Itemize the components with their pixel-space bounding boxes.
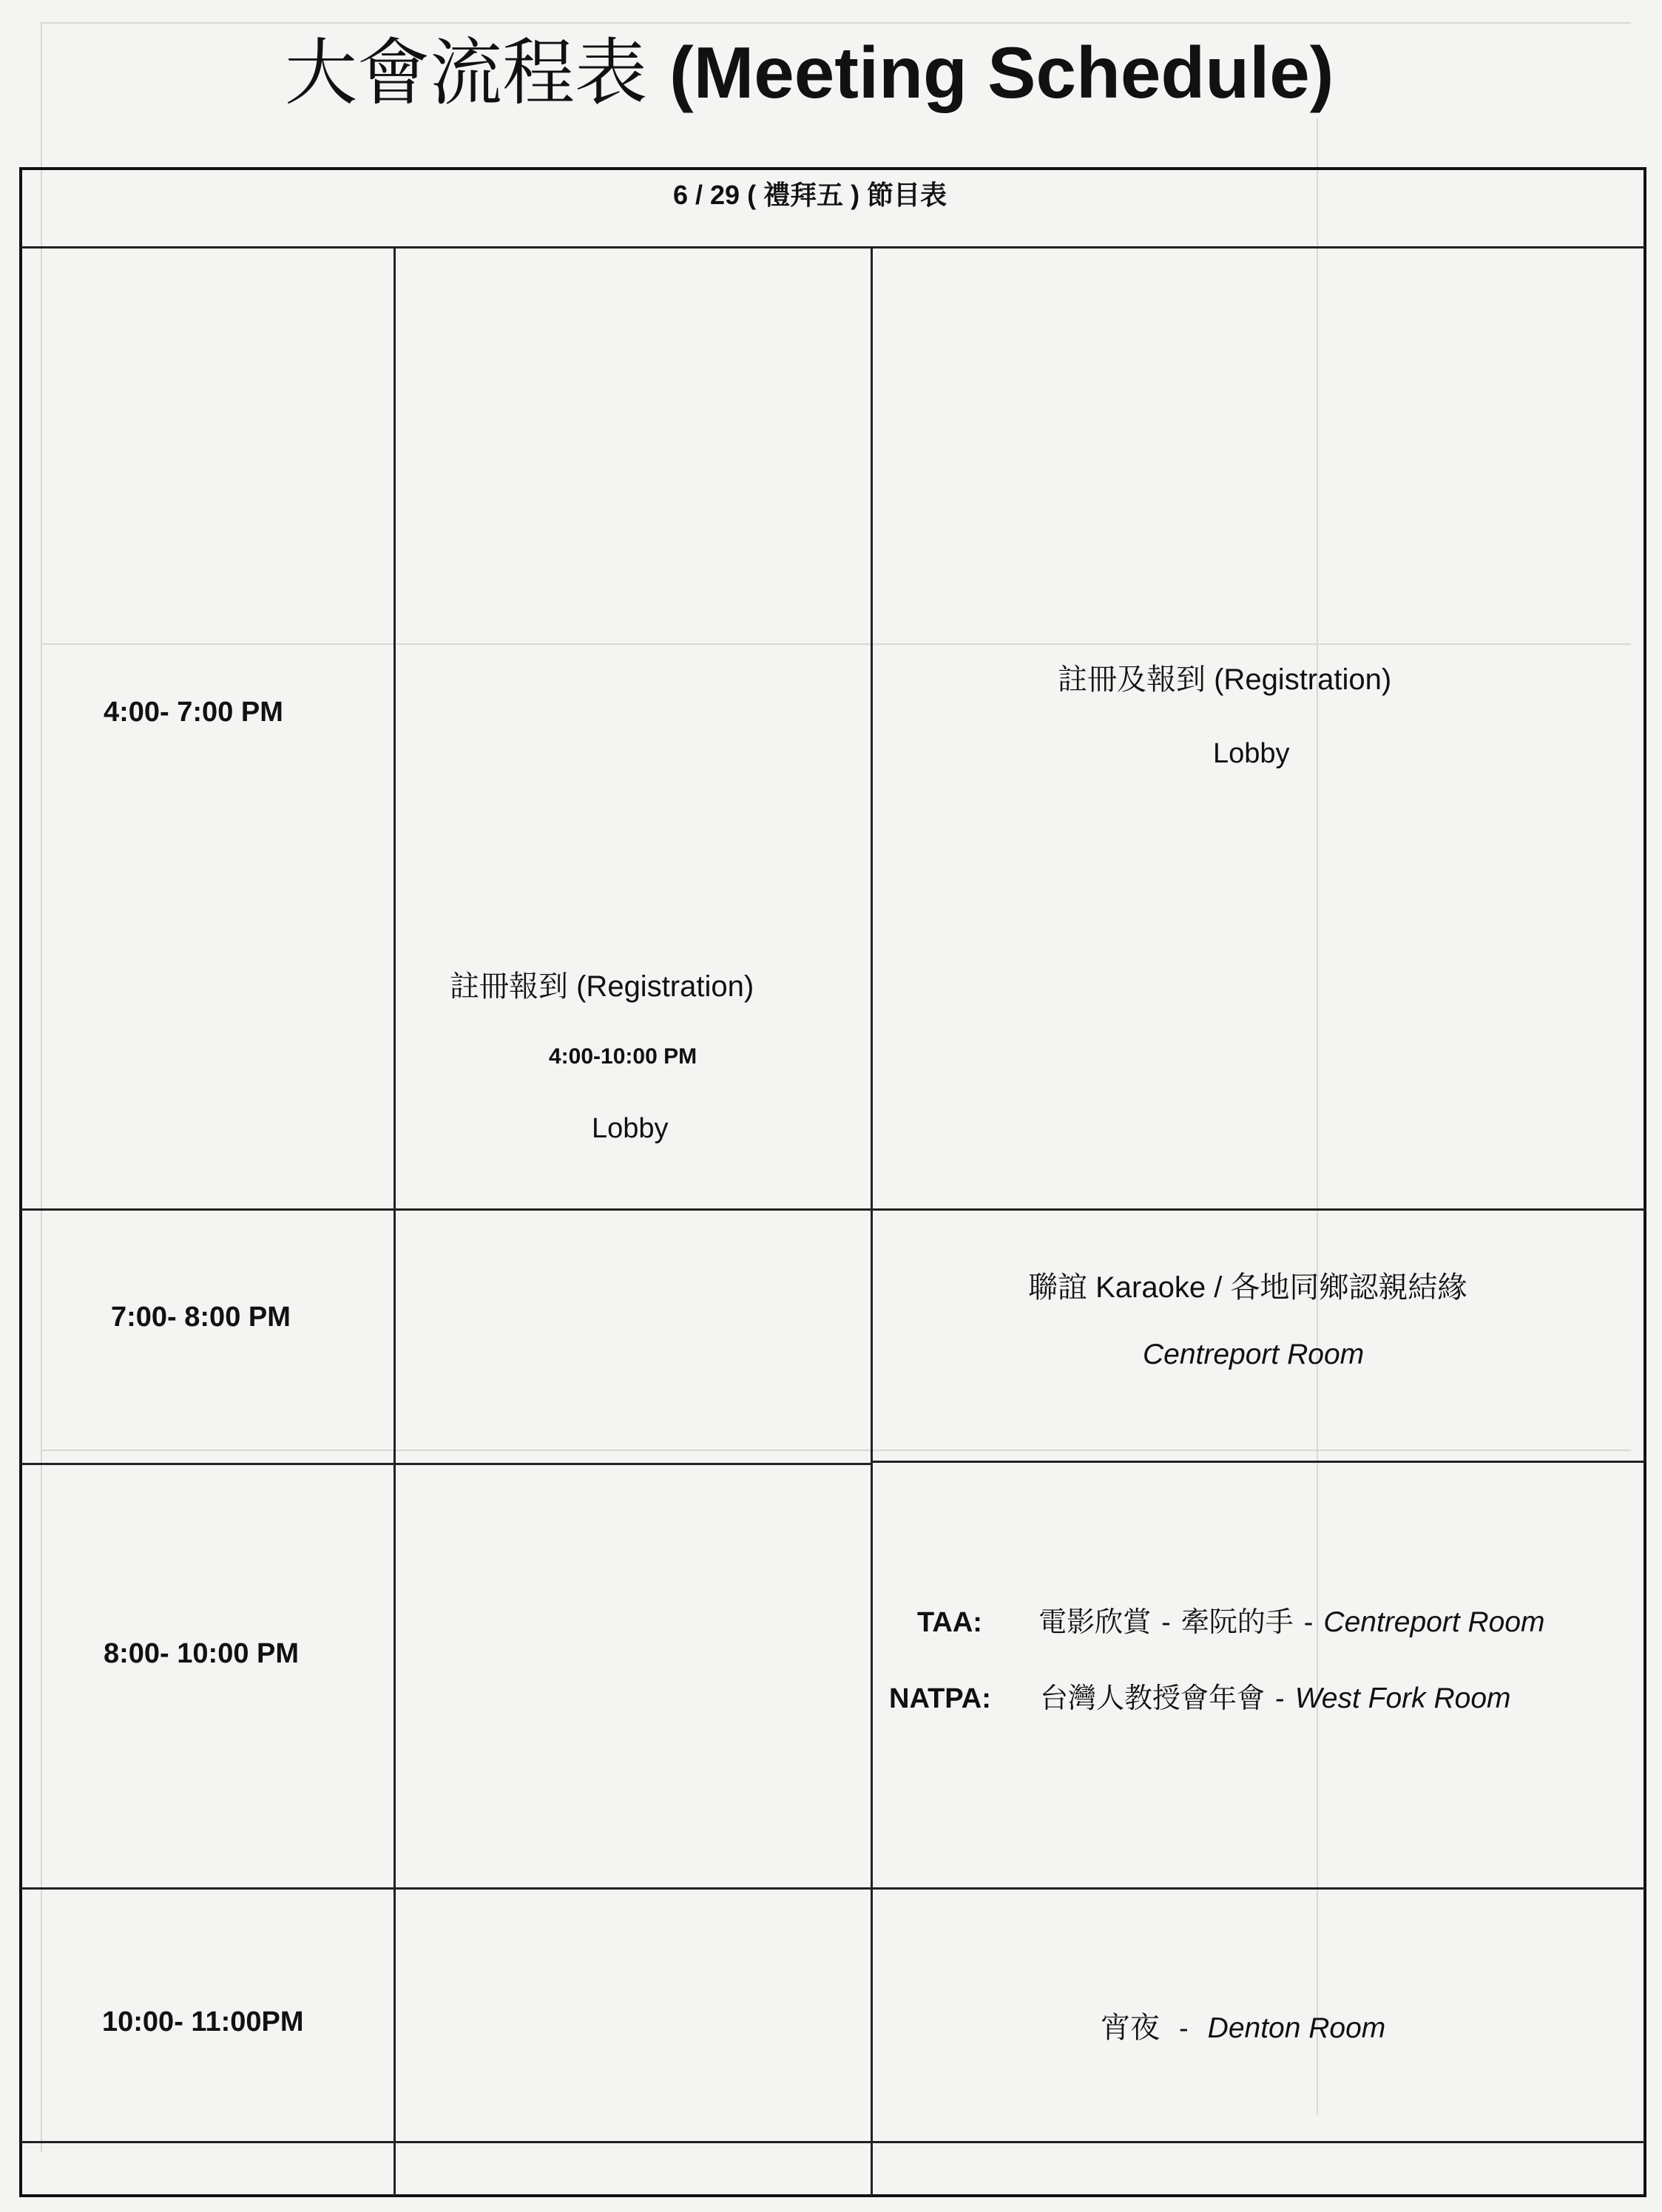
late-snack-location: Denton Room — [1207, 2012, 1386, 2044]
schedule-table — [19, 167, 1646, 2197]
registration-title — [450, 963, 754, 1005]
karaoke-location: Centreport Room — [1143, 1339, 1365, 1370]
row-divider — [21, 1463, 873, 1465]
taa-dash: - — [1161, 1607, 1171, 1638]
taa-org: TAA: — [917, 1607, 982, 1638]
registration-title-text: 註冊報到 (Registration) — [450, 970, 754, 1003]
registration-time: 4:00-10:00 PM — [549, 1044, 697, 1069]
check-in-location: Lobby — [1213, 738, 1290, 769]
time-label: 4:00- 7:00 PM — [104, 697, 283, 728]
natpa-line — [889, 1675, 1511, 1716]
row-divider — [21, 1208, 873, 1211]
taa-location: Centreport Room — [1323, 1606, 1545, 1638]
row-divider — [873, 1461, 1645, 1463]
late-snack-line — [1101, 2004, 1385, 2046]
page-title — [285, 28, 1468, 117]
time-label: 8:00- 10:00 PM — [104, 1638, 300, 1669]
registration-location: Lobby — [592, 1113, 669, 1144]
late-snack-dash: - — [1179, 2013, 1189, 2044]
late-snack-event: 宵夜 — [1101, 2012, 1160, 2044]
natpa-location: West Fork Room — [1294, 1682, 1511, 1714]
taa-line — [917, 1599, 1545, 1640]
row-divider — [21, 246, 1645, 248]
natpa-event: 台灣人教授會年會 — [1040, 1683, 1266, 1714]
row-divider — [21, 1887, 1645, 1890]
title-en: (Meeting Schedule) — [669, 32, 1334, 113]
time-label: 7:00- 8:00 PM — [111, 1302, 291, 1333]
column-divider — [871, 246, 873, 2196]
time-label: 10:00- 11:00PM — [102, 2006, 304, 2037]
taa-dash: - — [1303, 1607, 1314, 1638]
check-in-title: 註冊及報到 (Registration) — [1058, 663, 1392, 696]
title-zh: 大會流程表 — [285, 31, 648, 115]
natpa-dash: - — [1275, 1683, 1285, 1714]
column-divider — [393, 246, 396, 2196]
taa-film: 牽阮的手 — [1180, 1607, 1294, 1638]
ghost-line — [41, 22, 1631, 24]
natpa-org: NATPA: — [889, 1683, 991, 1714]
karaoke-title: 聯誼 Karaoke / 各地同鄉認親結緣 — [1028, 1271, 1467, 1304]
row-divider — [873, 1208, 1645, 1211]
day-header: 6 / 29 ( 禮拜五 ) 節目表 — [673, 180, 947, 210]
row-divider — [21, 2141, 1645, 2143]
taa-event: 電影欣賞 — [1038, 1607, 1152, 1638]
